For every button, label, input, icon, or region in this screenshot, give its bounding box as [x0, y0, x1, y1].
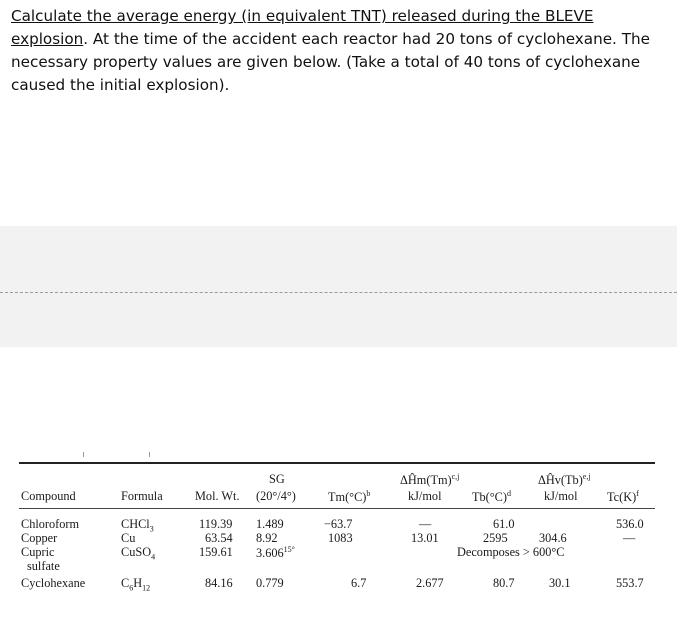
header-compound: Compound — [21, 489, 76, 503]
cell-dhv: 30.1 — [549, 576, 571, 590]
cell-tm: 6.7 — [351, 576, 367, 590]
cell-mol-wt: 84.16 — [205, 576, 233, 590]
cell-sg: 0.779 — [256, 576, 284, 590]
cell-tc: 536.0 — [616, 517, 644, 531]
scan-mark — [83, 452, 84, 457]
cell-tb: 2595 — [483, 531, 508, 545]
header-sg: SG — [269, 472, 285, 486]
cell-formula: CuSO$_4$ — [121, 545, 156, 562]
cell-dhv: 304.6 — [539, 531, 567, 545]
header-dhm-unit: kJ/mol — [408, 489, 442, 503]
cell-mol-wt: 63.54 — [205, 531, 233, 545]
question-link[interactable]: Calculate the average energy (in equivalent TNT) released during the BLEVE explosion — [11, 7, 594, 48]
cell-mol-wt: 119.39 — [199, 517, 233, 531]
header-tb: $Tb(^\circ C)^d$ — [472, 489, 511, 505]
cell-compound: Cupric — [21, 545, 55, 559]
cell-mol-wt: 159.61 — [199, 545, 233, 559]
cell-sg: $3.606^{15^\circ}$ — [256, 545, 295, 561]
cell-compound: Chloroform — [21, 517, 80, 531]
question-text — [11, 5, 661, 97]
table-top-rule — [19, 462, 655, 464]
cell-compound: Copper — [21, 531, 58, 545]
cell-tm: 1083 — [328, 531, 353, 545]
header-dhv-unit: kJ/mol — [544, 489, 578, 503]
cell-formula: $C_6H_{12}$ — [121, 576, 151, 593]
header-tm: $Tm(^\circ C)^b$ — [328, 489, 371, 505]
header-dhv: $\Delta Ĥv(Tb)^{e,j}$ — [538, 472, 591, 488]
header-tc: $Tc(K)^f$ — [607, 489, 639, 505]
header-sg-temp: (20°/4°) — [256, 489, 296, 503]
cell-tc: 553.7 — [616, 576, 644, 590]
question-rest: . At the time of the accident each reactor had 20 tons of cyclohexane. The necessary property values are given below. (Take a total of 40 tons of cyclohexane caused the initial explosion). — [11, 30, 650, 94]
scan-mark — [149, 452, 150, 457]
cell-dhm: 2.677 — [416, 576, 444, 590]
cell-sg: 8.92 — [256, 531, 278, 545]
cell-formula: Cu — [121, 531, 136, 545]
header-formula: Formula — [121, 489, 163, 503]
cell-formula: CHCl$_3$ — [121, 517, 154, 534]
blank-band — [0, 226, 677, 347]
header-mol-wt: Mol. Wt. — [195, 489, 240, 503]
cell-sg: 1.489 — [256, 517, 284, 531]
cell-tb: Decomposes > 600°C — [457, 545, 565, 559]
cell-tm: −63.7 — [324, 517, 353, 531]
table-header-rule — [19, 508, 655, 509]
cell-tb: 80.7 — [493, 576, 515, 590]
dashed-divider — [0, 292, 677, 293]
property-table — [19, 458, 655, 608]
header-dhm: $\Delta Ĥm(Tm)^{c,j}$ — [400, 472, 460, 488]
cell-dhm: 13.01 — [411, 531, 439, 545]
cell-compound: Cyclohexane — [21, 576, 86, 590]
cell-compound: sulfate — [27, 559, 60, 573]
cell-tb: 61.0 — [493, 517, 515, 531]
cell-tc: — — [623, 531, 636, 545]
cell-dhm: — — [419, 517, 432, 531]
